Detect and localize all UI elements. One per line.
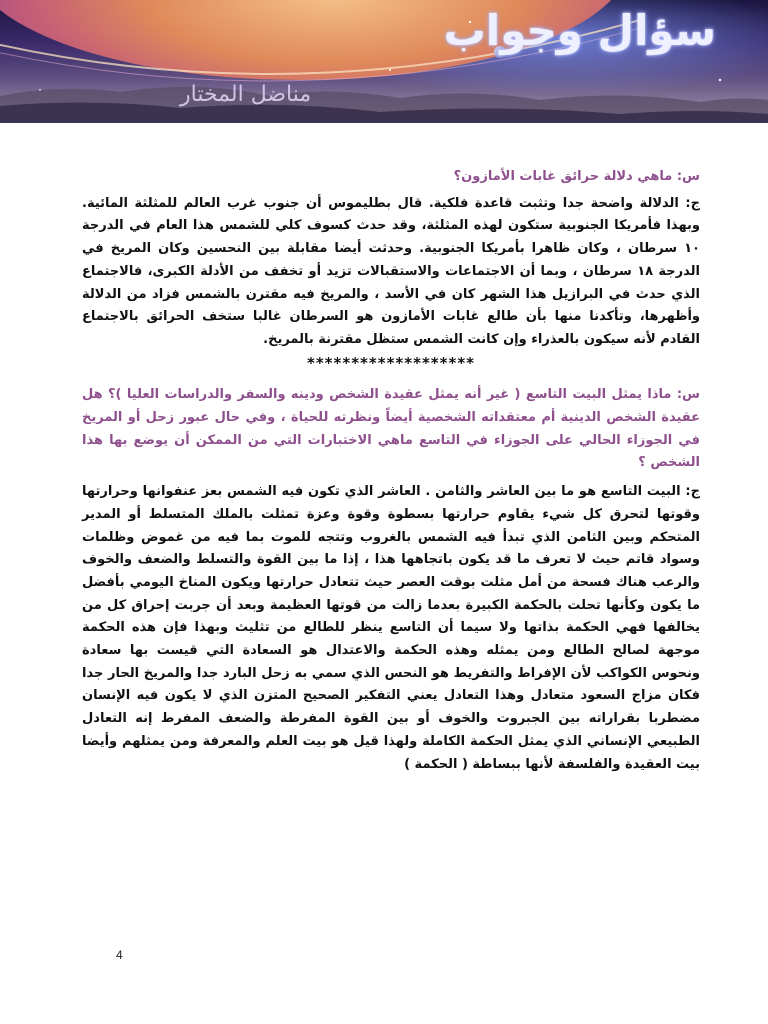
banner-title: سؤال وجواب	[443, 6, 716, 55]
question-2: س: ماذا يمثل البيت التاسع ( غير أنه يمثل عقيدة الشخص ودينه والسفر والدراسات العليا )؟ هل عقيدة الشخص الدينية أم معتقداته الشخصية أيضاً ونظرته للحياة ، وفي حال عبور زحل أو المريخ في الجوزاء الحالي على الجوزاء في التاسع ماهي الاختبارات التي من الممكن أن يوضع بها هذا الشخص ؟	[82, 387, 700, 471]
banner-author: مناضل المختار	[180, 82, 312, 107]
header-banner	[0, 0, 768, 123]
page-number: 4	[116, 948, 123, 962]
answer-2: ج: البيت التاسع هو ما بين العاشر والثامن . العاشر الذي تكون فيه الشمس بعز عنفوانها وحرارتها وقوتها لتحرق كل شيء يقاوم حرارتها بسطوة وقوة وعزة تمثلت بالملك المتسلط أو المدير المتحكم وبين الثامن الذي تبدأ فيه الشمس بالغروب وتتجه للموت بما فيه من غموض وظلمات وسواد قاتم حيث لا تعرف ما قد يكون باتجاهها هذا ، إذا ما بين القوة والتسلط والضعف والخوف والرعب هناك فسحة من أمل مثلت بوقت العصر حيث تتعادل حرارتها ويكون المناخ اليومي بأفضل ما يكون وكأنها تحلت بالحكمة الكبيرة بعدما زالت من قوتها العظيمة وبعد أن جربت إحراق كل من يخالفها فهي الحكمة بذاتها ولا سيما أن التاسع ينظر للطالع من تثليث وبهذا فإن هذه الحكمة موجهة لصالح الطالع ومن يمثله وهذه الحكمة والاعتدال هو السعادة التي قيست بها سعادة ونحوس الكواكب لأن الإفراط والتفريط هو النحس الذي سمي به زحل البارد جدا والمريخ الحار جدا فكان مزاج السعود متعادل وهذا التعادل يعني التفكير الصحيح المتزن الذي لا يكون فيه الإنسان مضطربا بقراراته بين الجبروت والخوف أو بين القوة المفرطة والضعف المفرط إنه التعادل الطبيعي الإنساني الذي يمثل الحكمة الكاملة ولهذا قيل هو بيت العلم والمعرفة ومن يمثلهم وأيضا بيت العقيدة والفلسفة لأنها ببساطة ( الحكمة )	[82, 484, 700, 772]
answer-1: ج: الدلالة واضحة جدا وتثبت قاعدة فلكية. قال بطليموس أن جنوب غرب العالم للمثلثة المائية. وبهذا فأمريكا الجنوبية ستكون لهذه المثلثة، وقد حدث كسوف كلي للشمس هذا العام في الدرجة ١٠ سرطان ، وكان ظاهرا بأمريكا الجنوبية. وحدثت أيضا مقابلة بين النحسين وكان المريخ في الدرجة ١٨ سرطان ، وبما أن الاجتماعات والاستقبالات تزيد أو تخفف من الأدلة الكبرى، فالاجتماع الذي حدث في البرازيل هذا الشهر كان في الأسد ، والمريخ فيه مقترن بالشمس فزاد من الدلالة وأظهرها، وتأكدنا منها بأن طالع غابات الأمازون هو السرطان غالبا ستخف الحرائق بالاجتماع القادم لأنه سيكون بالعذراء وإن كانت الشمس ستظل مقترنة بالمريخ.	[82, 195, 701, 347]
article-body	[82, 166, 700, 776]
question-1: س: ماهي دلالة حرائق غابات الأمازون؟	[453, 169, 700, 184]
separator: *******************	[306, 353, 476, 372]
